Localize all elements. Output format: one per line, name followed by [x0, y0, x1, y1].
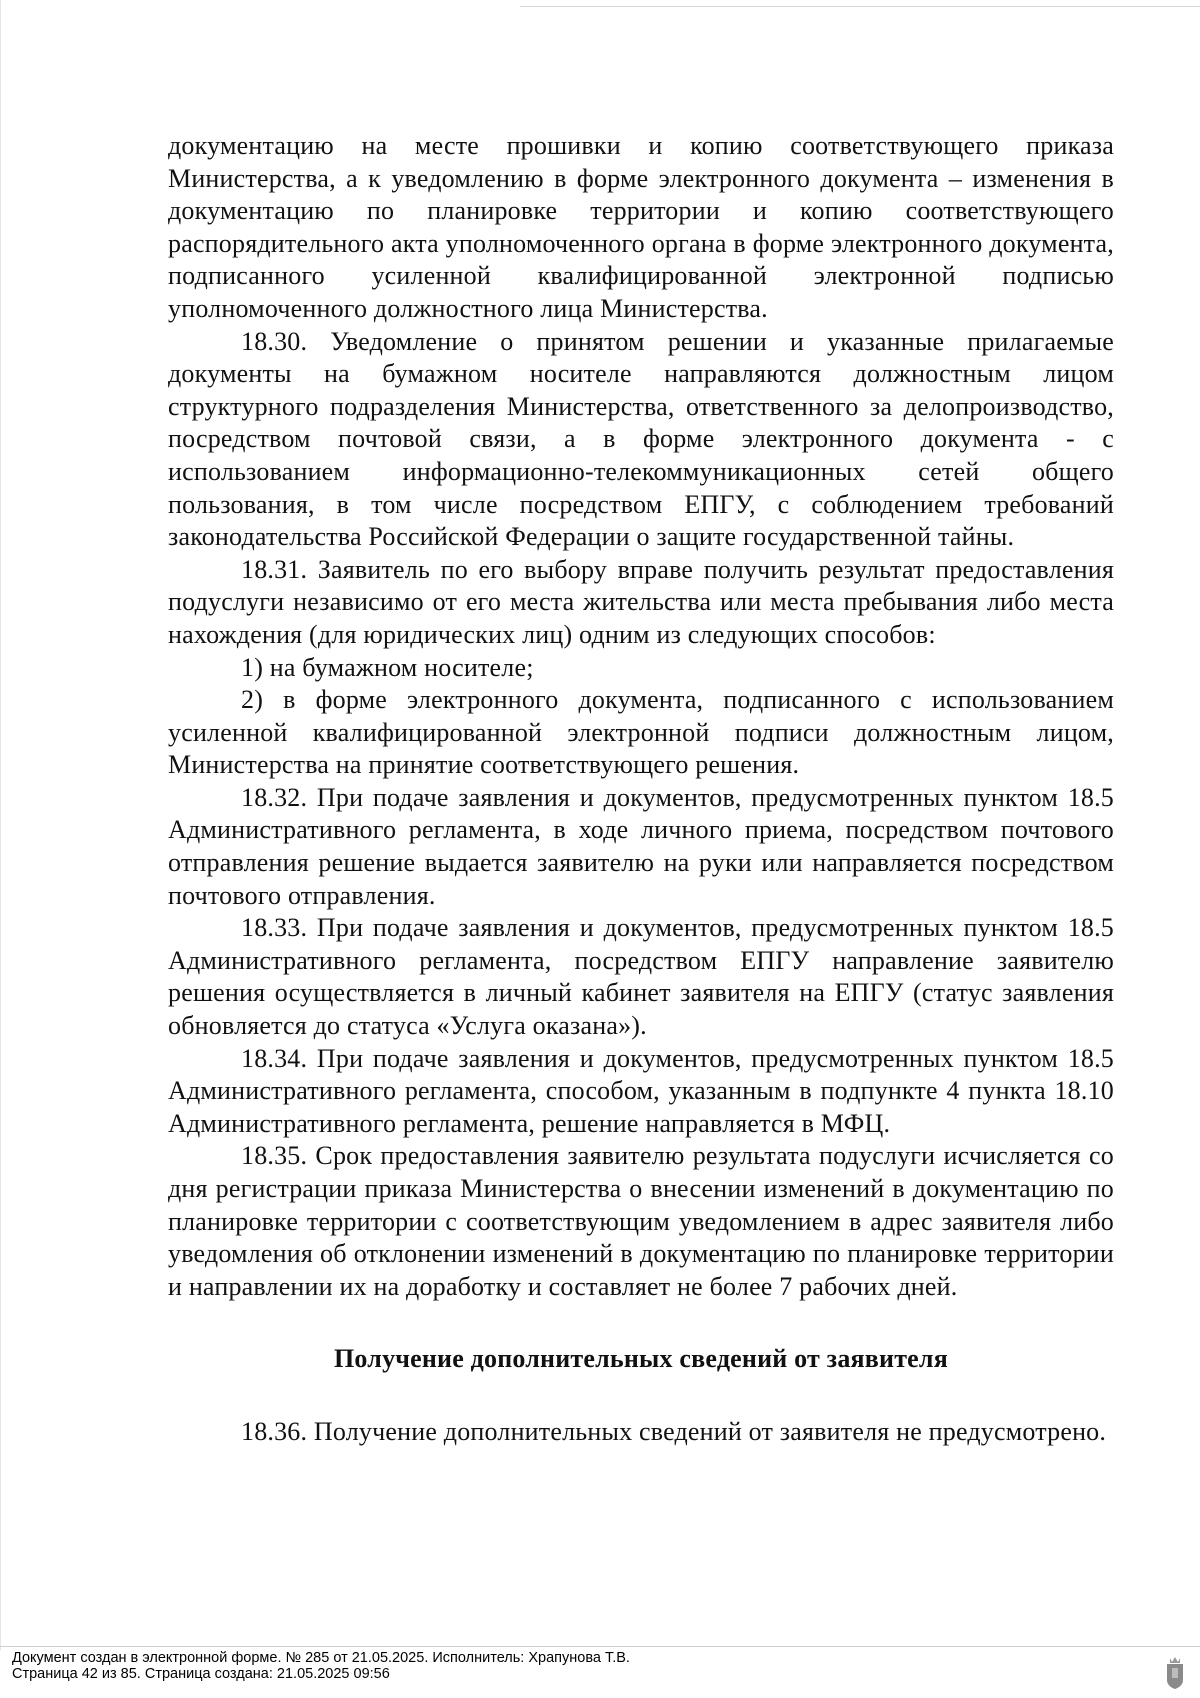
footer: [12, 1650, 630, 1682]
footer-divider: [0, 1646, 1200, 1647]
document-body: [168, 130, 1114, 1449]
paragraph-18-32: 18.32. При подаче заявления и документов, предусмотренных пунктом 18.5 Административного регламента, в ходе личного приема, посредством почтового отправления решение выдается заявителю на руки или направляется посредством почтового отправления.: [168, 782, 1114, 910]
footer-line-1: Документ создан в электронной форме. № 285 от 21.05.2025. Исполнитель: Храпунова Т.В.: [12, 1650, 630, 1666]
paragraph-18-35: 18.35. Срок предоставления заявителю результата подуслуги исчисляется со дня регистрации приказа Министерства о внесении изменений в документацию по планировке территории с соответствующим уведомлением в адрес заявителя либо уведомления об отклонении изменений в документацию по планировке территории и направлении их на доработку и составляет не более 7 рабочих дней.: [168, 1141, 1114, 1301]
paragraph-18-31: 18.31. Заявитель по его выбору вправе получить результат предоставления подуслуги независимо от его места жительства или места пребывания либо места нахождения (для юридических лиц) одним из следующих способов:: [168, 554, 1114, 649]
paragraph-18-34: 18.34. При подаче заявления и документов, предусмотренных пунктом 18.5 Административного регламента, способом, указанным в подпункте 4 пункта 18.10 Административного регламента, решение направляется в МФЦ.: [168, 1043, 1114, 1138]
list-item-1: 1) на бумажном носителе;: [241, 652, 534, 682]
left-page-edge: [0, 0, 1, 1650]
coat-of-arms-icon: [1164, 1654, 1186, 1690]
paragraph-18-33: 18.33. При подаче заявления и документов, предусмотренных пунктом 18.5 Административного регламента, посредством ЕПГУ направление заявителю решения осуществляется в личный кабинет заявителя на ЕПГУ (статус заявления обновляется до статуса «Услуга оказана»).: [168, 913, 1114, 1041]
paragraph-18-36: 18.36. Получение дополнительных сведений от заявителя не предусмотрено.: [241, 1416, 1107, 1446]
paragraph-18-30: 18.30. Уведомление о принятом решении и указанные прилагаемые документы на бумажном носителе направляются должностным лицом структурного подразделения Министерства, ответственного за делопроизводство, посредством почтовой связи, а в форме электронного документа - с использованием информационно-телекоммуникационных сетей общего пользования, в том числе посредством ЕПГУ, с соблюдением требований законодательства Российской Федерации о защите государственной тайны.: [168, 326, 1114, 552]
paragraph-continuation: документацию на месте прошивки и копию соответствующего приказа Министерства, а к уведомлению в форме электронного документа – изменения в документацию по планировке территории и копию соответствующего распорядительного акта уполномоченного органа в форме электронного документа, подписанного усиленной квалифицированной электронной подписью уполномоченного должностного лица Министерства.: [168, 131, 1114, 323]
list-item-2: 2) в форме электронного документа, подписанного с использованием усиленной квалифицированной электронной подписи должностным лицом, Министерства на принятие соответствующего решения.: [168, 685, 1114, 780]
section-heading: Получение дополнительных сведений от заявителя: [334, 1344, 948, 1374]
footer-line-2: Страница 42 из 85. Страница создана: 21.05.2025 09:56: [12, 1666, 390, 1682]
top-border-line: [520, 6, 1200, 7]
